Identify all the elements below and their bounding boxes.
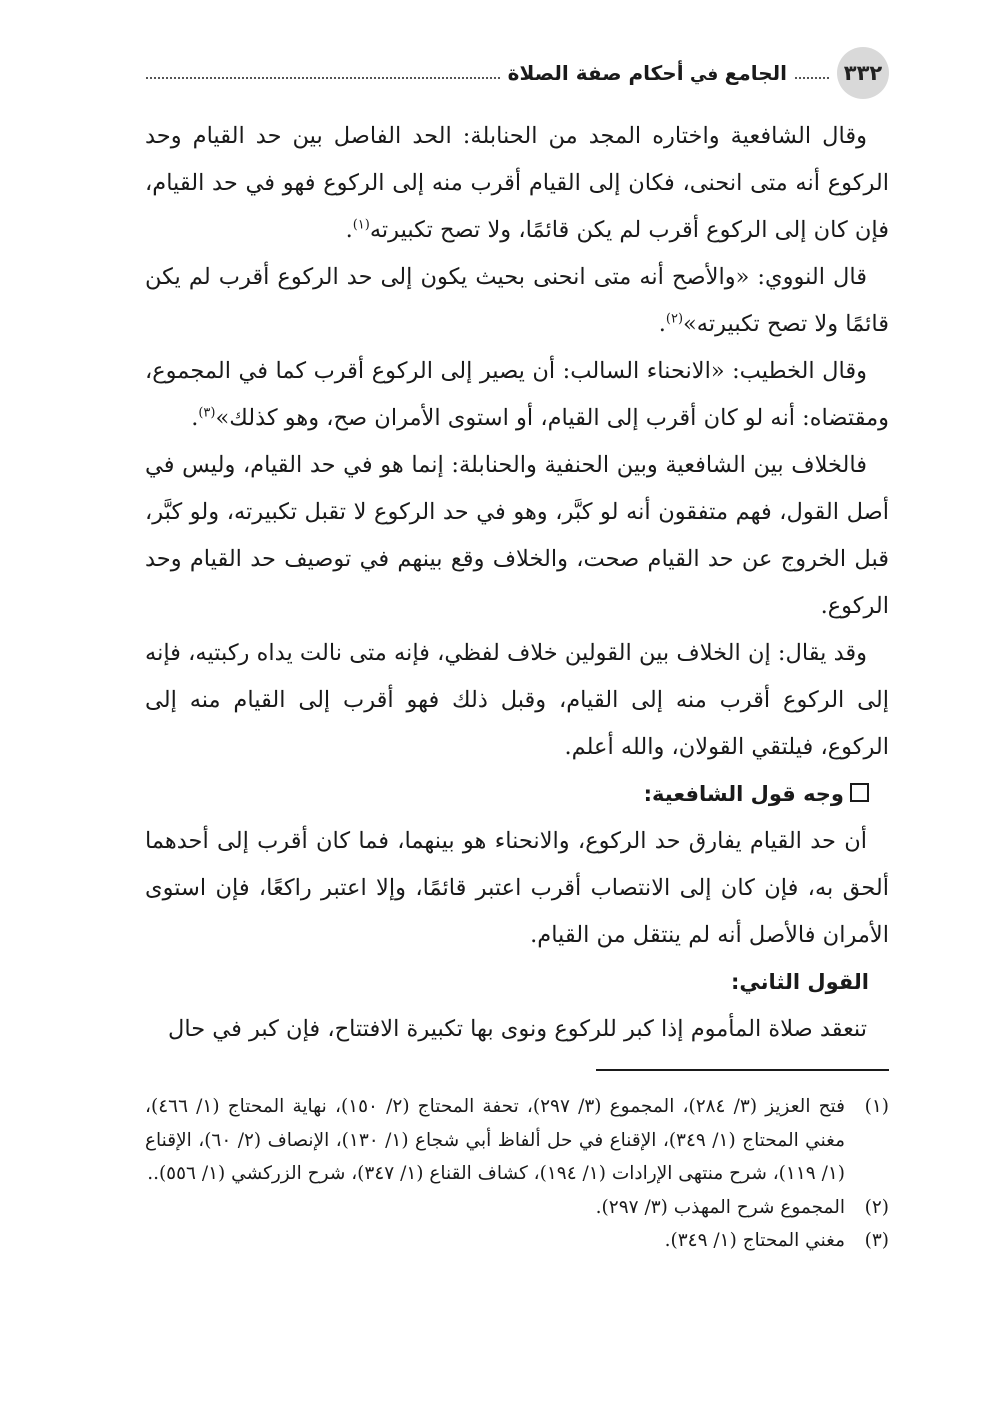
running-title-rest: أحكام صفة الصلاة — [507, 61, 684, 85]
footnote-text: المجموع شرح المهذب (٣/ ٢٩٧). — [595, 1196, 845, 1218]
running-title-connector: في — [689, 65, 719, 85]
footnote-marker[interactable]: (٣) — [198, 405, 216, 421]
footnote-text: فتح العزيز (٣/ ٢٨٤)، المجموع (٣/ ٢٩٧)، تحفة المحتاج (٢/ ١٥٠)، نهاية المحتاج (١/ ٤٦٦)، مغني المحتاج (١/ ٣٤٩)، الإقناع في حل ألفاظ أبي شجاع (١/ ١٣٠)، الإنصاف (٢/ ٦٠)، الإقناع (١/ ١١٩)، شرح منتهى الإرادات (١/ ١٩٤)، كشاف القناع (١/ ٣٤٧)، شرح الزركشي (١/ ٥٥٦).. — [145, 1096, 845, 1184]
footnote-marker[interactable]: (٢) — [665, 311, 684, 327]
running-header — [138, 50, 889, 96]
running-title — [508, 61, 787, 85]
page-number: ٣٣٢ — [843, 61, 883, 85]
section-heading: وجه قول الشافعية: — [145, 771, 889, 818]
checkbox-square-icon — [850, 783, 869, 802]
paragraph: وقال الشافعية واختاره المجد من الحنابلة: الحد الفاصل بين حد القيام وحد الركوع أنه متى انحنى، فكان إلى القيام أقرب منه إلى الركوع فهو في حد القيام، فإن كان إلى الركوع أقرب لم يكن قائمًا، ولا تصح تكبيرته$^{(١)}$. — [145, 123, 889, 243]
paragraph: وقد يقال: إن الخلاف بين القولين خلاف لفظي، فإنه متى نالت يداه ركبتيه، فإنه إلى الركوع أقرب منه إلى القيام، وقبل ذلك فهو أقرب إلى القيام منه إلى الركوع، فيلتقي القولان، والله أعلم. — [145, 640, 889, 760]
header-dotted-leader-left — [146, 77, 500, 79]
footnote-number: (٢) — [864, 1196, 889, 1218]
main-text — [145, 113, 889, 1053]
paragraph: تنعقد صلاة المأموم إذا كبر للركوع ونوى بها تكبيرة الافتتاح، فإن كبر في حال — [168, 1016, 867, 1042]
paragraph: فالخلاف بين الشافعية وبين الحنفية والحنابلة: إنما هو في حد القيام، وليس في أصل القول، فهم متفقون أنه لو كبَّر، وهو في حد الركوع لا تقبل تكبيرته، ولو كبَّر، قبل الخروج عن حد القيام صحت، والخلاف وقع بينهم في توصيف حد القيام وحد الركوع. — [145, 452, 889, 619]
page-number-badge — [837, 47, 889, 99]
footnote-item — [145, 1090, 889, 1191]
footnote-separator — [596, 1069, 889, 1071]
footnote-number: (١) — [864, 1096, 889, 1117]
footnote-number: (٣) — [864, 1230, 889, 1251]
header-dotted-leader-right — [795, 77, 829, 79]
paragraph: أن حد القيام يفارق حد الركوع، والانحناء هو بينهما، فما كان أقرب إلى أحدهما ألحق به، فإن كان إلى الانتصاب أقرب اعتبر قائمًا، وإلا اعتبر راكعًا، فإن استوى الأمران فالأصل أنه لم ينتقل من القيام. — [145, 828, 889, 948]
footnote-item — [145, 1224, 889, 1258]
running-title-main: الجامع — [724, 61, 787, 85]
footnotes — [145, 1090, 889, 1258]
footnote-item — [145, 1191, 889, 1225]
footnote-marker[interactable]: (١) — [352, 217, 370, 233]
section-heading: القول الثاني: — [731, 970, 869, 994]
paragraph: وقال الخطيب: «الانحناء السالب: أن يصير إلى الركوع أقرب كما في المجموع، ومقتضاه: أنه لو كان أقرب إلى القيام، أو استوى الأمران صح، وهو كذلك»$^{(٣)}$. — [145, 358, 889, 431]
paragraph: قال النووي: «والأصح أنه متى انحنى بحيث يكون إلى حد الركوع أقرب لم يكن قائمًا ولا تصح تكبيرته»$^{(٢)}$. — [145, 264, 889, 337]
footnote-text: مغني المحتاج (١/ ٣٤٩). — [664, 1230, 845, 1251]
